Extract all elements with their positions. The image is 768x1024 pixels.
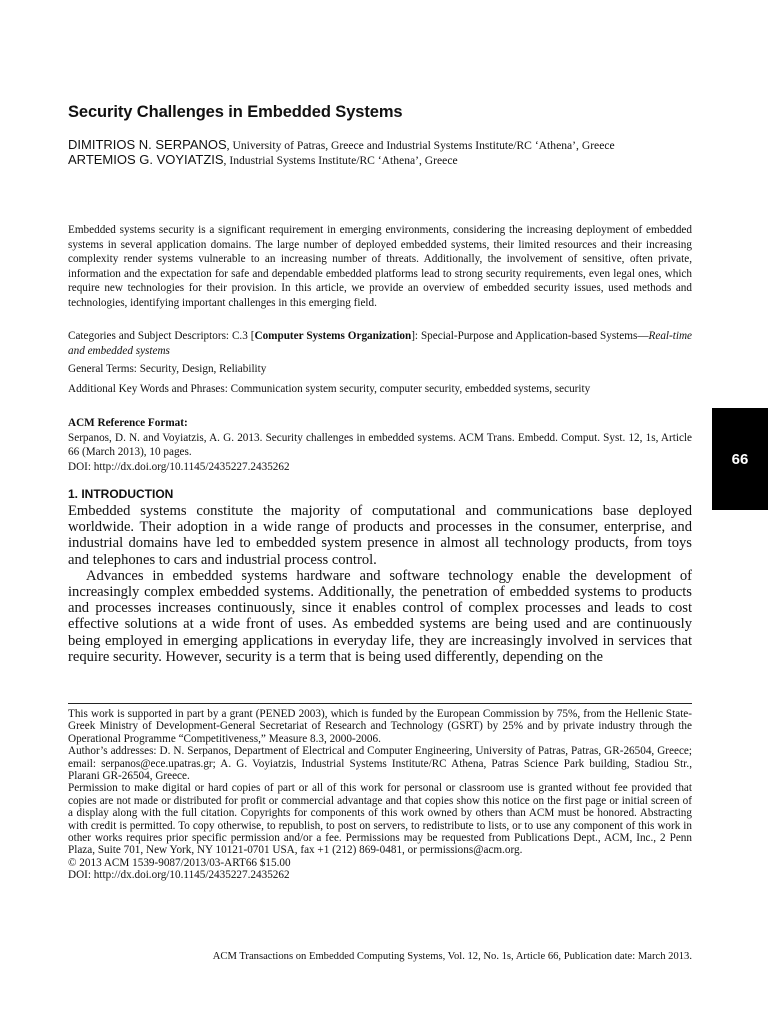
- author-name: DIMITRIOS N. SERPANOS: [68, 137, 227, 152]
- author-name: ARTEMIOS G. VOYIATZIS: [68, 151, 224, 167]
- section-body: [68, 503, 692, 665]
- footnote-doi: DOI: http://dx.doi.org/10.1145/2435227.2435262: [68, 869, 290, 882]
- author-list: [68, 138, 692, 167]
- footnote-divider: [68, 703, 692, 704]
- article-number-tab: [712, 408, 768, 510]
- reference-format-heading: ACM Reference Format:: [68, 417, 188, 429]
- author-entry: [68, 153, 692, 168]
- reference-format: [68, 416, 692, 474]
- categories-middle: ]: Special-Purpose and Application-based Systems—: [411, 330, 649, 342]
- keywords: Additional Key Words and Phrases: Communication system security, computer security, embedded systems, security: [68, 383, 591, 395]
- journal-footer: ACM Transactions on Embedded Computing Systems, Vol. 12, No. 1s, Article 66, Publication date: March 2013.: [212, 951, 692, 962]
- section-heading: 1. INTRODUCTION: [68, 487, 174, 501]
- footnotes: [68, 708, 692, 882]
- categories-italic: Real-time and embedded systems: [68, 330, 693, 357]
- abstract: Embedded systems security is a significant requirement in emerging environments, considering the increasing deployment of embedded systems in several application domains. The large number of deployed embedded systems, their limited resources and their increasing complexity render systems vulnerable to an increasing number of threats. Additionally, the involvement of sensitive, often private, information and the expectation for safe and dependable embedded platforms lead to strong security requirements, even legal ones, which require new technologies for their provision. In this article, we provide an overview of embedded security issues, used methods and technologies, identifying important challenges in this emerging field.: [68, 224, 692, 309]
- permission-note: Permission to make digital or hard copies of part or all of this work for personal or classroom use is granted without fee provided that copies are not made or distributed for profit or commercial advantage and that copies show this notice on the first page or initial screen of a display along with the full citation. Copyrights for components of this work owned by others than ACM must be honored. Abstracting with credit is permitted. To copy otherwise, to republish, to post on servers, to redistribute to lists, or to use any component of this work in other works requires prior specific permission and/or a fee. Permissions may be requested from Publications Dept., ACM, Inc., 2 Penn Plaza, Suite 701, New York, NY 10121-0701 USA, fax +1 (212) 869-0481, or permissions@acm.org.: [68, 782, 692, 857]
- article-number: 66: [731, 450, 749, 468]
- categories-bold: Computer Systems Organization: [254, 330, 412, 342]
- general-terms: General Terms: Security, Design, Reliability: [68, 363, 267, 375]
- body-paragraph: Advances in embedded systems hardware and software technology enable the development of increasingly complex embedded systems. Additionally, the penetration of embedded systems to products and processes increases continuously, since it enables control of complex processes and leads to cost effective solutions at a wide front of uses. As embedded systems are being used and are continuously being employed in emerging applications in everyday life, they are increasingly involved in services that require security. However, security is a term that is being used differently, depending on the: [68, 567, 692, 665]
- copyright-line: © 2013 ACM 1539-9087/2013/03-ART66 $15.00: [68, 856, 291, 869]
- body-paragraph: Embedded systems constitute the majority of computational and communications base deployed worldwide. Their adoption in a wide range of products and processes in the consumer, enterprise, and industrial domains have led to embedded system presence in almost all technology products, from toys and telephones to cars and industrial process control.: [68, 503, 692, 568]
- paper-title: Security Challenges in Embedded Systems: [68, 103, 403, 121]
- author-addresses: Author’s addresses: D. N. Serpanos, Department of Electrical and Computer Engineering, University of Patras, Patras, GR-26504, Greece; email: serpanos@ece.upatras.gr; A. G. Voyiatzis, Industrial Systems Institute/RC Athena, Patras Science Park building, Stadiou Str., Plarani GR-26504, Greece.: [68, 745, 692, 783]
- reference-citation: Serpanos, D. N. and Voyiatzis, A. G. 2013. Security challenges in embedded systems. ACM Trans. Embedd. Comput. Syst. 12, 1s, Article 66 (March 2013), 10 pages.: [68, 431, 692, 459]
- author-affiliation: , Industrial Systems Institute/RC ‘Athena’, Greece: [223, 153, 458, 167]
- categories-descriptors: [68, 329, 692, 358]
- author-entry: [68, 138, 692, 153]
- author-affiliation: , University of Patras, Greece and Industrial Systems Institute/RC ‘Athena’, Greece: [226, 139, 615, 152]
- funding-note: This work is supported in part by a grant (PENED 2003), which is funded by the European Commission by 75%, from the Hellenic State-Greek Ministry of Development-General Secretariat of Research and Technology (GSRT) by 25% and by private industry through the Operational Programme “Competitiveness,” Measure 8.3, 2000-2006.: [68, 708, 692, 745]
- categories-prefix: Categories and Subject Descriptors: C.3 [: [68, 330, 255, 342]
- reference-doi: DOI: http://dx.doi.org/10.1145/2435227.2435262: [68, 460, 290, 473]
